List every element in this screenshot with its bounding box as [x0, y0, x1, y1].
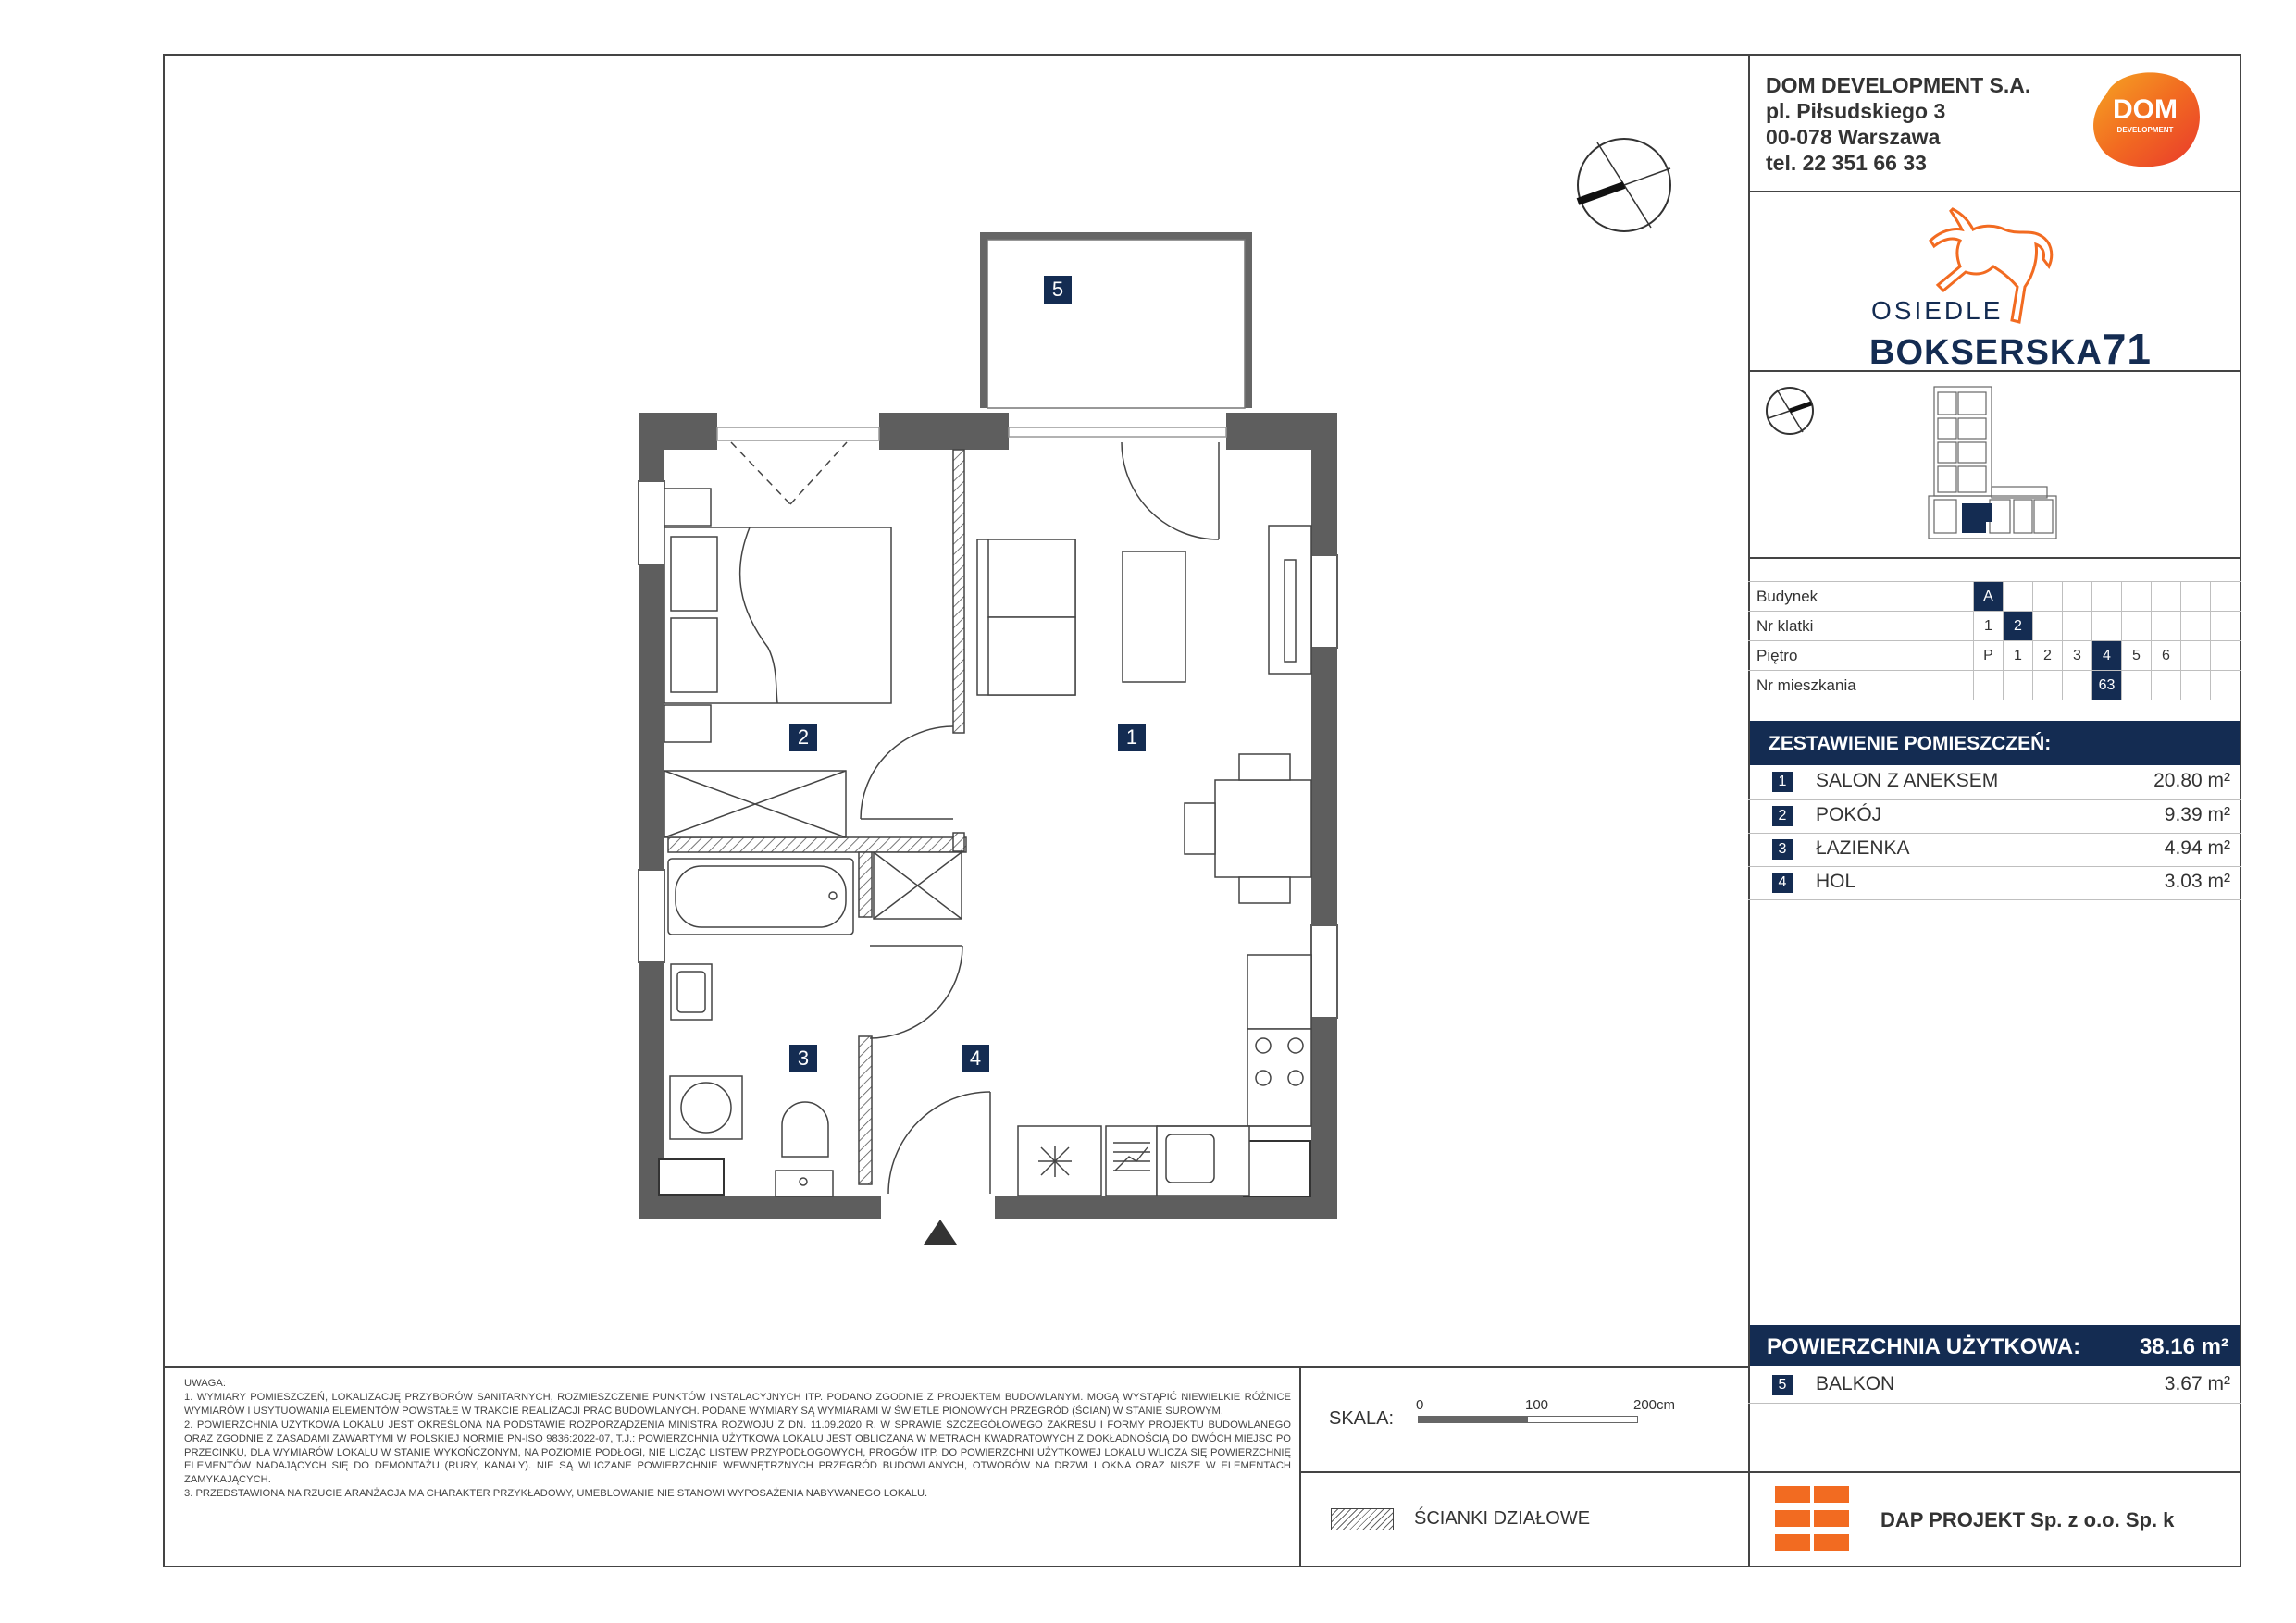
room-1-num: 1 [1772, 772, 1793, 792]
loc-cell: 2 [2004, 612, 2032, 640]
loc-cell: 4 [2092, 641, 2121, 670]
room-line-1 [1748, 799, 2241, 800]
loc-cell [2211, 582, 2240, 611]
room-4-area: 3.03 m² [2164, 871, 2230, 892]
loc-cell [2211, 612, 2240, 640]
balcony-name: BALKON [1816, 1373, 1895, 1394]
room-3-area: 4.94 m² [2164, 837, 2230, 859]
notes-divider [163, 1366, 1749, 1368]
plan-label-2: 2 [789, 724, 817, 751]
toilet [776, 1102, 833, 1196]
loc-cell [2211, 671, 2240, 700]
plan-label-5: 5 [1044, 276, 1072, 304]
scale-label: SKALA: [1329, 1408, 1395, 1429]
room-2-name: POKÓJ [1816, 804, 1882, 825]
loc-cell [1974, 671, 2003, 700]
loc-cell [2033, 582, 2062, 611]
loc-cell [2063, 612, 2091, 640]
dom-logo-subtext: DEVELOPMENT [2116, 126, 2174, 134]
entrance-arrow-icon [924, 1220, 957, 1245]
room-1-area: 20.80 m² [2153, 770, 2230, 791]
info-divider-4 [1748, 1471, 2241, 1473]
loc-cell: 6 [2162, 648, 2170, 663]
balcony-line [1748, 1403, 2241, 1404]
washing-machine [670, 1076, 742, 1139]
loc-cell [2181, 582, 2210, 611]
notes-title: UWAGA: [184, 1378, 226, 1389]
room-4-name: HOL [1816, 871, 1856, 892]
bed [664, 527, 891, 703]
loc-label-pietro: Piętro [1756, 647, 1798, 664]
loc-cell: 1 [2014, 648, 2022, 663]
bathtub [668, 859, 853, 935]
loc-cell [2181, 612, 2210, 640]
room-line-2 [1748, 833, 2241, 834]
project-line-2 [1869, 324, 2152, 374]
architect-name: DAP PROJEKT Sp. z o.o. Sp. k [1880, 1508, 2175, 1531]
loc-cell [2004, 582, 2032, 611]
scale-legend-divider [1299, 1471, 1749, 1473]
room-line-4 [1748, 899, 2241, 900]
info-divider-3 [1748, 557, 2241, 559]
loc-cell [2063, 582, 2091, 611]
room-2-num: 2 [1772, 806, 1793, 826]
company-phone: tel. 22 351 66 33 [1766, 151, 1927, 175]
dap-projekt-logo [1775, 1486, 1849, 1553]
plan-label-4: 4 [962, 1045, 989, 1072]
wardrobe [664, 771, 846, 837]
usable-area-bar [1750, 1325, 2240, 1366]
plan-label-1: 1 [1118, 724, 1146, 751]
project-line-1: OSIEDLE [1871, 296, 2004, 325]
compass-small-icon [1764, 385, 1816, 437]
loc-cell [2122, 612, 2151, 640]
balcony-area: 3.67 m² [2164, 1373, 2230, 1394]
loc-cell [2063, 671, 2091, 700]
loc-cell: 1 [1984, 618, 1992, 634]
loc-cell [2033, 612, 2062, 640]
washbasin [671, 964, 712, 1020]
scale-tick-0: 0 [1416, 1397, 1424, 1413]
loc-cell [2004, 671, 2032, 700]
sofa [977, 539, 1075, 695]
loc-cell [2122, 671, 2151, 700]
notes-block [184, 1377, 1291, 1501]
loc-cell [2240, 612, 2269, 640]
loc-cell [2152, 612, 2180, 640]
fridge-icon [1038, 1146, 1072, 1177]
loc-cell [2181, 641, 2210, 670]
company-block [1766, 72, 2030, 176]
room-2-area: 9.39 m² [2164, 804, 2230, 825]
balcony [980, 232, 1252, 408]
legend-hatch-swatch [1331, 1508, 1394, 1530]
note-1: 1. WYMIARY POMIESZCZEŃ, LOKALIZACJĘ PRZYBORÓW SANITARNYCH, ROZMIESZCZENIE PUNKTÓW INSTALACYJNYCH ITP. PODANO ZGODNIE Z PROJEKTEM BUDOWLANYM. MOGĄ WYSTĄPIĆ NIEWIELKIE RÓŻNICE WYMIARÓW I USYTUOWANIA ELEMENTÓW POWSTAŁE W TRAKCIE REALIZACJI PRAC BUDOWLANYCH. PODANE WYMIARY SĄ WYMIARAMI W ŚWIETLE PIONOWYCH PRZEGRÓD (ŚCIAN) W STANIE SUROWYM. [184, 1391, 1291, 1417]
room-1-name: SALON Z ANEKSEM [1816, 770, 1999, 791]
loc-cell: 5 [2132, 648, 2141, 663]
loc-cell [2092, 582, 2121, 611]
loc-cell: P [1983, 648, 1993, 663]
room-line-3 [1748, 866, 2241, 867]
loc-cell [2181, 671, 2210, 700]
rooms-header-text: ZESTAWIENIE POMIESZCZEŃ: [1769, 733, 2052, 754]
loc-cell [2152, 582, 2180, 611]
loc-cell [2152, 671, 2180, 700]
project-number: 71 [2102, 325, 2152, 373]
rooms-header [1750, 721, 2240, 765]
loc-cell [2240, 582, 2269, 611]
loc-cell [2240, 641, 2269, 670]
loc-cell [2211, 641, 2240, 670]
usable-area-value: 38.16 m² [2139, 1334, 2228, 1359]
loc-cell: 2 [2043, 648, 2052, 663]
note-2: 2. POWIERZCHNIA UŻYTKOWA LOKALU JEST OKREŚLONA NA PODSTAWIE ROZPORZĄDZENIA MINISTRA ROZWOJU Z DN. 11.09.2020 R. W SPRAWIE SZCZEGÓŁOWEGO ZAKRESU I FORMY PROJEKTU BUDOWLANEGO ORAZ ZGODNIE Z ZASADAMI ZAWARTYMI W POLSKIEJ NORMIE PN-ISO 9836:2022-07, T.J.: POWIERZCHNIA UŻYTKOWA LOKALU JEST OBLICZANA W METRACH KWADRATOWYCH Z DOKŁADNOŚCIĄ DO DWÓCH MIEJSC PO PRZECINKU, DLA WYMIARÓW LOKALU W STANIE WYKOŃCZONYM, NA POZIOMIE PODŁOGI, NIE LICZĄC LISTEW PRZYPODŁOGOWYCH, PROGÓW ITP. DO POWIERZCHNI UŻYTKOWEJ LOKALU WLICZA SIĘ POWIERZCHNIĘ ELEMENTÓW NADAJĄCYCH SIĘ DO DEMONTAŻU (RURY, KANAŁY). NIE SĄ WLICZANE POWIERZCHNIE WEWNĘTRZNYCH PRZEGRÓD BUDOWLANYCH, OTWORÓW NA DRZWI I OKNA ORAZ NISZE W ELEMENTACH ZAMYKAJĄCYCH. [184, 1419, 1291, 1486]
plan-label-3: 3 [789, 1045, 817, 1072]
company-name: DOM DEVELOPMENT S.A. [1766, 73, 2031, 97]
dom-logo-text: DOM [2113, 94, 2178, 125]
loc-cell [2240, 671, 2269, 700]
scale-bar [1418, 1416, 1527, 1423]
loc-cell [2033, 671, 2062, 700]
compass-icon [1573, 134, 1675, 236]
coffee-table [1123, 551, 1185, 682]
company-address-2: 00-078 Warszawa [1766, 125, 1941, 149]
loc-label-klatka: Nr klatki [1756, 617, 1814, 635]
loc-label-budynek: Budynek [1756, 588, 1818, 605]
legend-label: ŚCIANKI DZIAŁOWE [1414, 1508, 1591, 1529]
notes-scale-divider [1299, 1366, 1301, 1567]
floor-plan [629, 222, 1351, 1258]
balcony-num: 5 [1772, 1375, 1793, 1395]
dining-table [1185, 754, 1311, 903]
scale-bar-white [1527, 1416, 1638, 1423]
note-3: 3. PRZEDSTAWIONA NA RZUCIE ARANŻACJA MA CHARAKTER PRZYKŁADOWY, UMEBLOWANIE NIE STANOWI WYPOSAŻENIA NABYWANEGO LOKALU. [184, 1488, 928, 1500]
company-address-1: pl. Piłsudskiego 3 [1766, 99, 1946, 123]
loc-cell: 3 [2073, 648, 2081, 663]
key-plan-building [1925, 383, 2064, 550]
room-4-num: 4 [1772, 873, 1793, 893]
scale-tick-200: 200cm [1633, 1397, 1676, 1413]
room-3-name: ŁAZIENKA [1816, 837, 1910, 859]
scale-tick-100: 100 [1525, 1397, 1549, 1413]
info-divider-1 [1748, 191, 2241, 192]
loc-label-mieszkanie: Nr mieszkania [1756, 676, 1856, 694]
loc-cell [2092, 612, 2121, 640]
room-3-num: 3 [1772, 839, 1793, 860]
usable-area-label: POWIERZCHNIA UŻYTKOWA: [1767, 1334, 2081, 1359]
loc-cell: A [1974, 582, 2003, 611]
loc-cell: 63 [2092, 671, 2121, 700]
loc-cell [2122, 582, 2151, 611]
project-name: BOKSERSKA [1869, 333, 2103, 372]
dom-development-logo [2088, 67, 2208, 173]
